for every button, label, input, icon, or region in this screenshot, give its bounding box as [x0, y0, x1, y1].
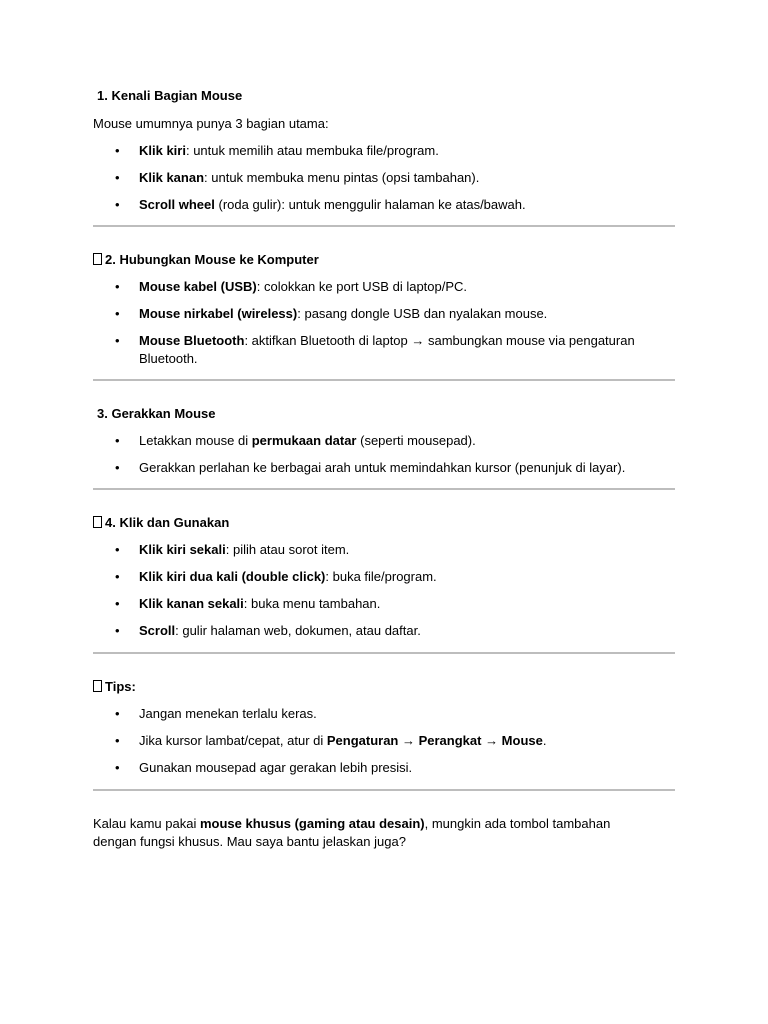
section-heading: 2. Hubungkan Mouse ke Komputer: [93, 251, 675, 269]
section-heading: 4. Klik dan Gunakan: [93, 514, 675, 532]
missing-glyph-icon: [93, 253, 103, 265]
missing-glyph-icon: [93, 680, 103, 692]
section-heading: 3. Gerakkan Mouse: [97, 406, 216, 421]
closing-paragraph: Kalau kamu pakai mouse khusus (gaming atau desain), mungkin ada tombol tambahan dengan fungsi khusus. Mau saya bantu jelaskan juga?: [93, 816, 611, 849]
list-item: • Klik kanan sekali: buka menu tambahan.: [93, 595, 675, 613]
list-item: • Jika kursor lambat/cepat, atur di Pengaturan → Perangkat → Mouse.: [93, 732, 675, 750]
section-tips: [93, 678, 675, 777]
divider: [93, 379, 675, 381]
list-item: • Mouse nirkabel (wireless): pasang dongle USB dan nyalakan mouse.: [93, 305, 675, 323]
list-item: • Klik kiri: untuk memilih atau membuka file/program.: [93, 142, 675, 160]
bullet-list: [93, 705, 675, 777]
list-item: • Jangan menekan terlalu keras.: [93, 705, 675, 723]
list-item: • Scroll: gulir halaman web, dokumen, atau daftar.: [93, 622, 675, 640]
section-heading: 1. Kenali Bagian Mouse: [97, 88, 243, 103]
list-item: • Mouse kabel (USB): colokkan ke port USB di laptop/PC.: [93, 278, 675, 296]
bullet-list: [93, 278, 675, 368]
bullet-list: [93, 142, 675, 214]
section-hubungkan-mouse: [93, 251, 675, 368]
list-item: • Letakkan mouse di permukaan datar (seperti mousepad).: [93, 432, 675, 450]
bullet-list: [93, 432, 675, 477]
bullet-list: [93, 541, 675, 640]
section-gerakkan-mouse: [93, 405, 675, 477]
divider: [93, 789, 675, 791]
section-kenali-bagian-mouse: [93, 87, 675, 214]
divider: [93, 652, 675, 654]
list-item: • Gerakkan perlahan ke berbagai arah untuk memindahkan kursor (penunjuk di layar).: [93, 459, 675, 477]
list-item: • Klik kiri dua kali (double click): buka file/program.: [93, 568, 675, 586]
section-intro: Mouse umumnya punya 3 bagian utama:: [93, 116, 329, 131]
section-klik-dan-gunakan: [93, 514, 675, 640]
list-item: • Mouse Bluetooth: aktifkan Bluetooth di laptop → sambungkan mouse via pengaturan Bluetooth.: [93, 332, 675, 368]
list-item: • Klik kanan: untuk membuka menu pintas (opsi tambahan).: [93, 169, 675, 187]
list-item: • Klik kiri sekali: pilih atau sorot item.: [93, 541, 675, 559]
list-item: • Gunakan mousepad agar gerakan lebih presisi.: [93, 759, 675, 777]
section-heading: Tips:: [93, 678, 675, 696]
list-item: • Scroll wheel (roda gulir): untuk menggulir halaman ke atas/bawah.: [93, 196, 675, 214]
divider: [93, 225, 675, 227]
divider: [93, 488, 675, 490]
missing-glyph-icon: [93, 516, 103, 528]
